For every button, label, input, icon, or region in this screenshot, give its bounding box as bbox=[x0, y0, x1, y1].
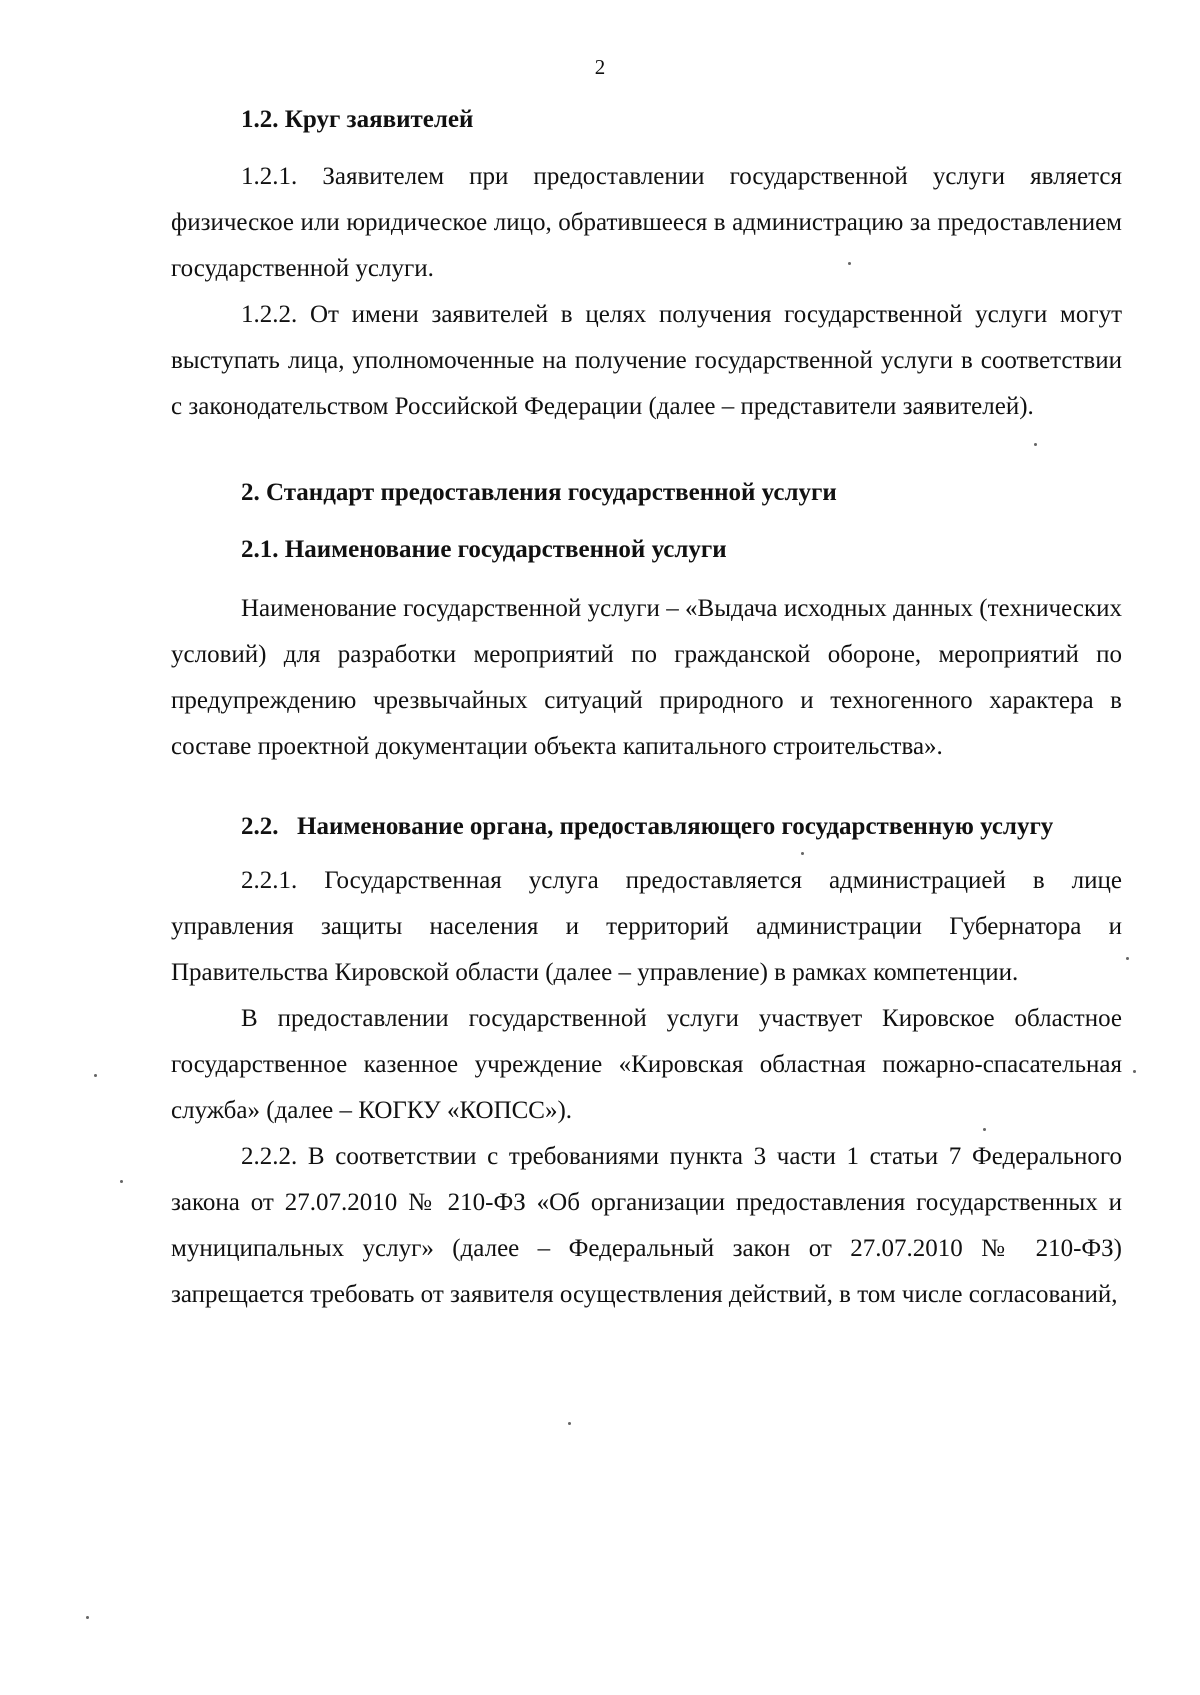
heading-2-1: 2.1. Наименование государственной услуги bbox=[241, 536, 727, 563]
scan-speck bbox=[94, 1074, 97, 1077]
paragraph-2-2-2: 2.2.2. В соответствии с требованиями пункта 3 части 1 статьи 7 Федерального закона от 27.07.2010 № 210-ФЗ «Об организации предоставления государственных и муниципальных услуг» (далее – Федеральный закон от 27.07.2010 № 210-ФЗ) запрещается требовать от заявителя осуществления действий, в том числе согласований, bbox=[171, 1143, 1122, 1308]
scan-speck bbox=[801, 852, 804, 855]
heading-2-2-number: 2.2. bbox=[241, 813, 279, 840]
paragraph-1-2-2: 1.2.2. От имени заявителей в целях получения государственной услуги могут выступать лица, уполномоченные на получение государственной услуги в соответствии с законодательством Российской Федерации (далее – представители заявителей). bbox=[171, 301, 1122, 420]
scan-speck bbox=[983, 1128, 986, 1131]
page-number: 2 bbox=[594, 55, 606, 79]
heading-2-2 bbox=[171, 810, 1122, 843]
paragraph-2-2-1: 2.2.1. Государственная услуга предоставляется администрацией в лице управления защиты населения и территорий администрации Губернатора и Правительства Кировской области (далее – управление) в рамках компетенции. bbox=[171, 867, 1122, 986]
heading-2: 2. Стандарт предоставления государственной услуги bbox=[241, 479, 837, 506]
paragraph-1-2-1: 1.2.1. Заявителем при предоставлении государственной услуги является физическое или юридическое лицо, обратившееся в администрацию за предоставлением государственной услуги. bbox=[171, 163, 1122, 282]
scan-speck bbox=[120, 1180, 123, 1183]
paragraph-2-1: Наименование государственной услуги – «Выдача исходных данных (технических условий) для разработки мероприятий по гражданской обороне, мероприятий по предупреждению чрезвычайных ситуаций природного и техногенного характера в составе проектной документации объекта капитального строительства». bbox=[171, 595, 1122, 760]
heading-2-2-text: Наименование органа, предоставляющего государственную услугу bbox=[297, 813, 1054, 840]
scan-speck bbox=[86, 1616, 89, 1619]
scan-speck bbox=[848, 262, 851, 265]
document-body bbox=[171, 95, 1122, 1318]
paragraph-2-2-participant: В предоставлении государственной услуги участвует Кировское областное государственное казенное учреждение «Кировская областная пожарно-спасательная служба» (далее – КОГКУ «КОПСС»). bbox=[171, 1005, 1122, 1124]
scan-speck bbox=[568, 1422, 571, 1425]
scan-speck bbox=[1126, 957, 1129, 960]
heading-1-2: 1.2. Круг заявителей bbox=[241, 106, 474, 133]
scan-speck bbox=[1034, 443, 1037, 446]
scan-speck bbox=[1133, 1070, 1136, 1073]
